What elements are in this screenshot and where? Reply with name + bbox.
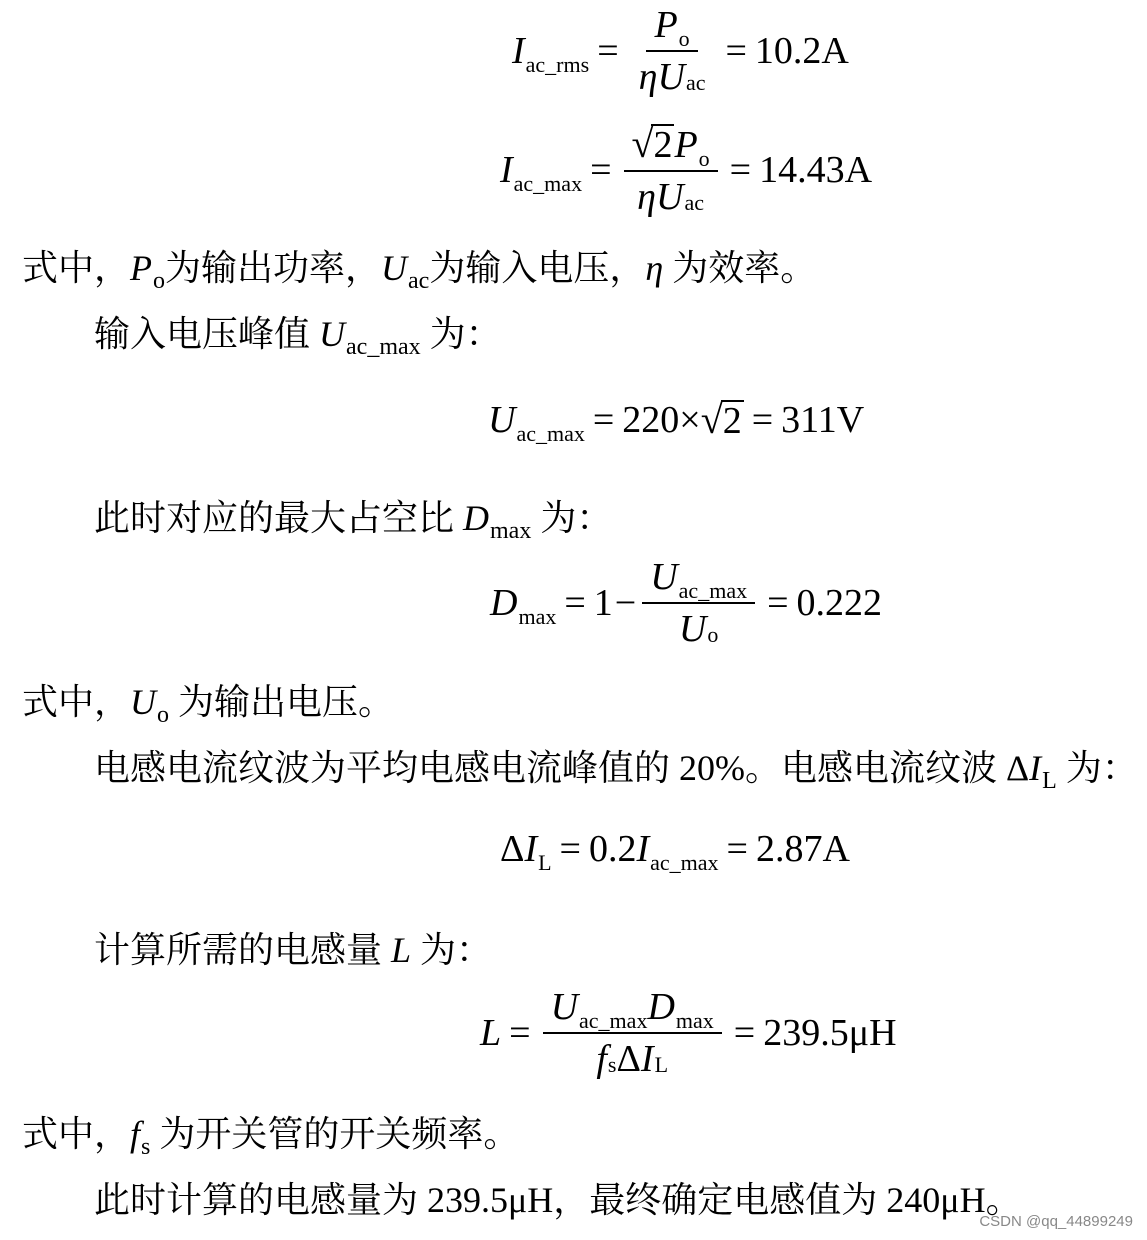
eq6-num1: U	[550, 986, 579, 1028]
equals-sign: =	[733, 1012, 756, 1054]
equals-sign: =	[590, 149, 612, 191]
eq4-den-sub: o	[707, 622, 719, 647]
line7-b: 为开关管的开关频率。	[159, 1114, 520, 1154]
line1-d: 为效率。	[672, 248, 817, 288]
line1-u-sub: ac	[408, 268, 430, 294]
eq3-result: 311V	[781, 399, 865, 441]
eq2-eta: η	[637, 176, 657, 218]
eq2-sqrt: √ 2	[631, 121, 673, 166]
equation-inductance	[480, 988, 897, 1078]
equals-sign: =	[726, 828, 748, 870]
eq2-den-sub: ac	[684, 190, 704, 215]
eq1-num: P	[654, 4, 678, 46]
eq6-num2: D	[647, 986, 675, 1028]
eq1-den-sub: ac	[685, 70, 706, 95]
line1-b: 为输出功率，	[165, 248, 382, 288]
line8-text: 此时计算的电感量为 239.5μH，最终确定电感值为 240μH。	[94, 1180, 1022, 1220]
line6-l: L	[391, 930, 412, 970]
line4-a: 式中，	[22, 682, 131, 722]
eq3-lhs-sub: ac_max	[516, 421, 585, 446]
eq6-den1-sub: s	[607, 1052, 617, 1077]
eq4-lhs: D	[490, 582, 518, 624]
line4-u: U	[130, 682, 157, 722]
line7-a: 式中，	[22, 1114, 131, 1154]
eq2-root-value: 2	[653, 124, 673, 166]
line3-a: 此时对应的最大占空比	[94, 498, 455, 538]
eq6-delta: Δ	[616, 1038, 641, 1080]
eq6-num2-sub: max	[675, 1008, 714, 1033]
eq4-num: U	[650, 556, 678, 598]
line4-b: 为输出电压。	[178, 682, 395, 722]
eq4-lhs-sub: max	[518, 604, 557, 629]
text-line-inductance	[94, 932, 492, 968]
eq1-result: 10.2A	[754, 30, 849, 72]
minus-sign: −	[614, 582, 637, 624]
text-line-definitions-3	[22, 1114, 520, 1160]
eq2-lhs-sub: ac_max	[513, 171, 583, 196]
line3-d-sub: max	[490, 518, 532, 544]
watermark: CSDN @qq_44899249	[979, 1213, 1133, 1230]
line5-b: 为：	[1065, 748, 1138, 788]
text-line-definitions-1	[22, 248, 817, 294]
equals-sign: =	[564, 582, 586, 624]
eq5-rhs: I	[636, 828, 650, 870]
eq6-den1: f	[596, 1038, 607, 1080]
eq2-den: U	[656, 176, 684, 218]
line6-a: 计算所需的电感量	[94, 930, 383, 970]
line2-u: U	[319, 314, 346, 354]
eq2-result: 14.43A	[759, 149, 873, 191]
equals-sign: =	[751, 399, 774, 441]
eq5-lhs: I	[524, 828, 538, 870]
eq3-lhs: U	[488, 399, 516, 441]
eq5-lhs-sub: L	[538, 850, 552, 875]
eq1-eta: η	[638, 56, 658, 98]
eq4-fraction	[642, 558, 755, 648]
equation-ripple-current	[500, 828, 850, 875]
eq2-lhs: I	[500, 149, 513, 191]
text-line-max-duty	[94, 498, 613, 544]
eq1-lhs-sub: ac_rms	[525, 52, 590, 77]
eq3-sqrt: √ 2	[700, 397, 742, 442]
eq5-coef: 0.2	[588, 828, 637, 870]
equation-ac-max-current	[500, 121, 873, 218]
eq3-times: ×	[679, 399, 701, 441]
eq3-root-value: 2	[722, 400, 742, 442]
equals-sign: =	[592, 399, 615, 441]
line1-a: 式中，	[22, 248, 131, 288]
line1-p: P	[130, 248, 153, 288]
eq4-num-sub: ac_max	[678, 578, 748, 603]
eq2-fraction	[624, 121, 718, 218]
eq1-lhs: I	[512, 30, 525, 72]
eq4-one: 1	[593, 582, 613, 624]
eq5-rhs-sub: ac_max	[650, 850, 719, 875]
line1-c: 为输入电压，	[429, 248, 646, 288]
equals-sign: =	[559, 828, 581, 870]
equals-sign: =	[725, 30, 747, 72]
eq1-fraction	[631, 6, 714, 96]
line2-b: 为：	[429, 314, 502, 354]
line5-a: 电感电流纹波为平均电感电流峰值的 20%。电感电流纹波 Δ	[94, 748, 1030, 788]
eq6-den2: I	[640, 1038, 654, 1080]
line5-i-sub: L	[1042, 768, 1057, 794]
equals-sign: =	[597, 30, 619, 72]
eq3-a: 220	[622, 399, 680, 441]
line1-p-sub: o	[153, 268, 166, 294]
eq4-result: 0.222	[796, 582, 883, 624]
text-line-peak-voltage	[94, 314, 502, 360]
eq2-num: P	[674, 124, 698, 166]
line1-eta: η	[645, 248, 664, 288]
line6-b: 为：	[420, 930, 493, 970]
line4-u-sub: o	[157, 702, 170, 728]
eq6-result: 239.5μH	[763, 1012, 897, 1054]
line5-i: I	[1029, 748, 1042, 788]
text-line-definitions-2	[22, 682, 395, 728]
equals-sign: =	[729, 149, 752, 191]
equation-max-duty	[490, 558, 882, 648]
eq2-num-sub: o	[698, 146, 710, 171]
line1-u: U	[381, 248, 408, 288]
eq6-lhs: L	[480, 1012, 502, 1054]
eq4-den: U	[678, 608, 707, 650]
eq6-num1-sub: ac_max	[579, 1008, 648, 1033]
line3-b: 为：	[540, 498, 613, 538]
line2-a: 输入电压峰值	[94, 314, 311, 354]
equation-ac-rms-current	[512, 6, 849, 96]
eq6-fraction	[543, 988, 722, 1078]
eq1-den: U	[657, 56, 685, 98]
equals-sign: =	[509, 1012, 531, 1054]
eq1-num-sub: o	[678, 26, 690, 51]
line7-f-sub: s	[141, 1134, 151, 1160]
eq5-delta: Δ	[500, 828, 525, 870]
eq5-result: 2.87A	[755, 828, 850, 870]
equals-sign: =	[767, 582, 789, 624]
line2-u-sub: ac_max	[346, 334, 421, 360]
line3-d: D	[463, 498, 490, 538]
line7-f: f	[130, 1114, 141, 1154]
equation-peak-voltage	[488, 397, 865, 446]
text-line-ripple	[94, 748, 1138, 794]
eq6-den2-sub: L	[654, 1052, 669, 1077]
text-line-conclusion	[94, 1182, 1022, 1218]
